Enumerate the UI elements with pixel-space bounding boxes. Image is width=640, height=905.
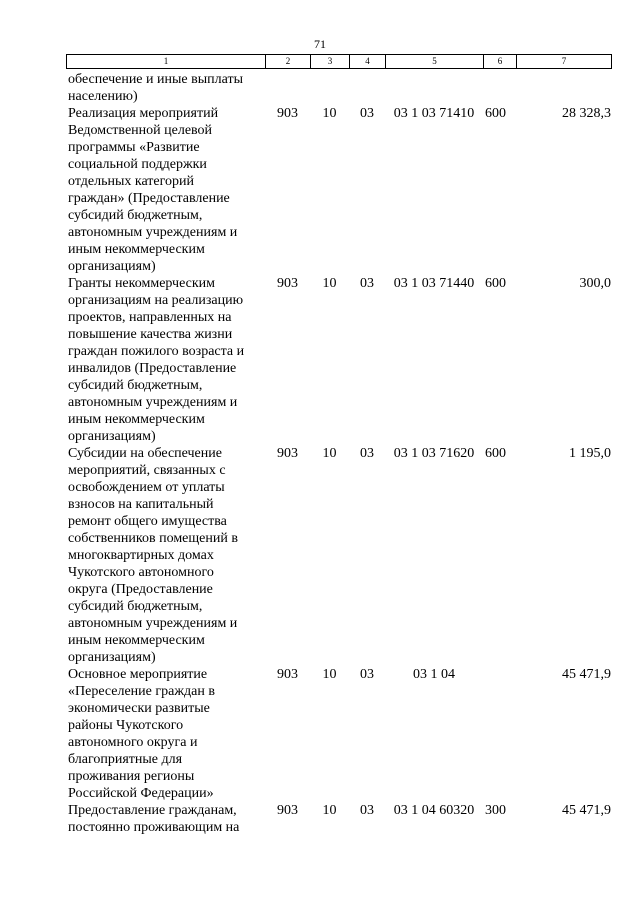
row-subsection: 03 — [360, 446, 374, 461]
row-expense-type: 600 — [485, 276, 506, 291]
row-subsection: 03 — [360, 106, 374, 121]
row-description — [66, 666, 265, 802]
row-administrator-code: 903 — [277, 667, 298, 682]
row-expense-type: 600 — [485, 446, 506, 461]
header-col-6: 6 — [484, 55, 517, 69]
description-line: Российской Федерации» — [68, 786, 214, 801]
description-line: населению) — [68, 89, 138, 104]
row-amount: 45 471,9 — [562, 803, 611, 818]
description-line: иным некоммерческим — [68, 242, 205, 257]
table-row — [66, 105, 611, 275]
description-line: мероприятий, связанных с — [68, 463, 226, 478]
row-amount: 1 195,0 — [569, 446, 611, 461]
description-line: освобождением от уплаты — [68, 480, 225, 495]
description-line: Предоставление гражданам, — [68, 803, 237, 818]
description-line: инвалидов (Предоставление — [68, 361, 237, 376]
description-line: «Переселение граждан в — [68, 684, 215, 699]
row-description — [66, 275, 265, 445]
row-amount: 45 471,9 — [562, 667, 611, 682]
row-subsection: 03 — [360, 276, 374, 291]
description-line: собственников помещений в — [68, 531, 238, 546]
header-col-1: 1 — [67, 55, 266, 69]
row-target-article: 03 1 03 71440 — [393, 276, 475, 291]
description-line: социальной поддержки — [68, 157, 207, 172]
description-line: Гранты некоммерческим — [68, 276, 216, 291]
description-line: постоянно проживающим на — [68, 820, 240, 835]
table-row — [66, 666, 611, 802]
row-description — [66, 105, 265, 275]
description-line: Субсидии на обеспечение — [68, 446, 222, 461]
row-target-article: 03 1 04 60320 — [393, 803, 475, 818]
row-administrator-code: 903 — [277, 276, 298, 291]
description-line: автономным учреждениям и — [68, 395, 238, 410]
table-row — [66, 802, 611, 836]
table-row — [66, 275, 611, 445]
description-line: граждан пожилого возраста и — [68, 344, 245, 359]
description-line: проживания регионы — [68, 769, 195, 784]
description-line: организациям) — [68, 429, 156, 444]
description-line: экономически развитые — [68, 701, 210, 716]
row-subsection: 03 — [360, 667, 374, 682]
row-description — [66, 445, 265, 666]
header-col-5: 5 — [386, 55, 484, 69]
row-section: 10 — [322, 106, 337, 121]
description-line: Реализация мероприятий — [68, 106, 219, 121]
header-col-7: 7 — [517, 55, 612, 69]
description-line: многоквартирных домах — [68, 548, 214, 563]
description-line: субсидий бюджетным, — [68, 208, 203, 223]
description-line: субсидий бюджетным, — [68, 599, 203, 614]
row-description — [66, 802, 265, 836]
description-line: благоприятные для — [68, 752, 183, 767]
row-expense-type: 600 — [485, 106, 506, 121]
row-amount: 300,0 — [579, 276, 611, 291]
row-section: 10 — [322, 667, 337, 682]
description-line: иным некоммерческим — [68, 412, 205, 427]
description-line: организациям) — [68, 259, 156, 274]
row-target-article: 03 1 03 71620 — [393, 446, 475, 461]
table-body — [66, 71, 611, 836]
row-target-article: 03 1 04 — [413, 667, 455, 682]
description-line: автономным учреждениям и — [68, 616, 238, 631]
table-header — [66, 54, 612, 69]
description-line: округа (Предоставление — [68, 582, 213, 597]
row-amount: 28 328,3 — [562, 106, 611, 121]
description-line: иным некоммерческим — [68, 633, 205, 648]
description-line: организациям) — [68, 650, 156, 665]
description-line: ремонт общего имущества — [68, 514, 227, 529]
description-line: обеспечение и иные выплаты — [68, 72, 243, 87]
description-line: взносов на капитальный — [68, 497, 214, 512]
header-col-3: 3 — [311, 55, 350, 69]
description-line: автономным учреждениям и — [68, 225, 238, 240]
table-row — [66, 71, 611, 105]
description-line: программы «Развитие — [68, 140, 200, 155]
row-administrator-code: 903 — [277, 106, 298, 121]
row-expense-type: 300 — [485, 803, 506, 818]
description-line: Ведомственной целевой — [68, 123, 213, 138]
row-administrator-code: 903 — [277, 446, 298, 461]
header-col-4: 4 — [350, 55, 386, 69]
row-target-article: 03 1 03 71410 — [393, 106, 475, 121]
description-line: проектов, направленных на — [68, 310, 232, 325]
description-line: районы Чукотского — [68, 718, 184, 733]
page-number: 71 — [314, 37, 326, 51]
description-line: повышение качества жизни — [68, 327, 233, 342]
description-line: отдельных категорий — [68, 174, 195, 189]
description-line: автономного округа и — [68, 735, 198, 750]
row-subsection: 03 — [360, 803, 374, 818]
description-line: Чукотского автономного — [68, 565, 214, 580]
description-line: организациям на реализацию — [68, 293, 244, 308]
row-section: 10 — [322, 276, 337, 291]
row-section: 10 — [322, 446, 337, 461]
description-line: граждан» (Предоставление — [68, 191, 230, 206]
row-description — [66, 71, 265, 105]
header-col-2: 2 — [266, 55, 311, 69]
table-row — [66, 445, 611, 666]
row-section: 10 — [322, 803, 337, 818]
description-line: субсидий бюджетным, — [68, 378, 203, 393]
description-line: Основное мероприятие — [68, 667, 208, 682]
row-administrator-code: 903 — [277, 803, 298, 818]
